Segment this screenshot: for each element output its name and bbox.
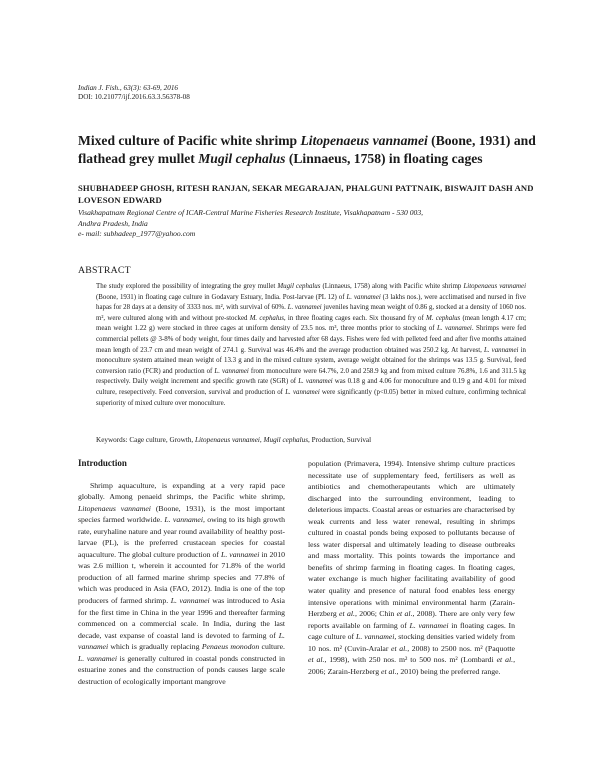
body-species: L. vannamei — [409, 620, 449, 630]
title-species: Litopenaeus vannamei — [300, 133, 428, 148]
body-citation-etal: et al. — [308, 655, 325, 665]
abstract-span: (Boone, 1931) in floating cage culture in Godavary Estuary, India. Post-larvae (PL 12) of — [96, 293, 347, 301]
abstract-species: M. cephalus — [426, 314, 461, 322]
body-span: , 2008). There are only very few reports available on farming of — [308, 609, 516, 630]
intro-paragraph-continued — [308, 458, 515, 677]
abstract-species: L. vannamei — [483, 346, 519, 354]
section-heading-introduction: Introduction — [78, 458, 127, 468]
abstract-text — [96, 282, 526, 409]
body-citation-etal: et al. — [391, 643, 408, 653]
abstract-span: juveniles having mean weight of 0.86 g, stocked at a density of 1060 nos. m², were cultured along with and without pre-stocked — [96, 304, 526, 322]
abstract-heading: ABSTRACT — [78, 265, 131, 276]
body-species: L. vannamei — [170, 596, 210, 606]
keywords — [96, 435, 526, 445]
abstract-span: (3 lakhs nos.), were acclimatised and nursed in five hapas for 28 days at a density of 3333 nos. m², with survival of 60%. — [96, 293, 526, 312]
body-span: was introduced to Asia for the first time in China in the year 1996 and thereafter farming commenced on a commercial scale. In India, during the last decade, vast expanse of coastal land is devoted to farming of — [78, 596, 285, 640]
abstract-species: Litopenaeus vannamei — [463, 283, 526, 290]
title-part: (Linnaeus, 1758) in floating cages — [285, 151, 483, 166]
body-span: population (Primavera, 1994). Intensive shrimp culture practices necessitate use of supplementary feed, fertilisers as well as antibiotics and chemotherapeutants which are ultimately discharged into the surrounding environment, leading to deleterious impacts. Coastal areas or estuaries are characterised by weak currents and less water renewal, resulting in shrimps cultured in coastal ponds being exposed to pollutants because of less water dispersal and ultimately leading to disease outbreaks and mass mortality. This points towards the importance and benefits of shrimp farming in floating cages. In floating cages, water exchange is much higher facilitating availability of good water quality and presence of natural food enables less energy intensive operations with minimal environmental harm (Zarain-Herzberg — [308, 459, 515, 619]
doi-text: DOI: 10.21077/ijf.2016.63.3.56378-08 — [78, 93, 190, 101]
keyword-species: Mugil cephalus — [263, 436, 309, 444]
title-species: Mugil cephalus — [198, 151, 286, 166]
abstract-species: L. vannamei — [287, 304, 322, 312]
body-column-left — [78, 458, 285, 687]
body-citation-etal: et al. — [496, 655, 514, 665]
intro-paragraph — [78, 480, 285, 688]
journal-reference: Indian J. Fish., 63(3): 63-69, 2016 — [78, 84, 179, 92]
abstract-species: L. vannamei — [298, 378, 333, 386]
abstract-span: , in three floating cages each. Six thousand fry of — [283, 314, 427, 322]
abstract-span: was 0.18 g and 4.06 for monoculture and 0.19 g and 4.01 for mixed culture, resepectively. Feed conversion, survival and production of — [96, 378, 526, 396]
contact-email: e- mail: subhadeep_1977@yahoo.com — [78, 229, 196, 238]
body-species: L. vannamei — [221, 549, 260, 559]
body-citation-etal: et al. — [381, 666, 397, 676]
abstract-span: (Linnaeus, 1758) along with Pacific white shrimp — [320, 283, 464, 290]
body-span: , 1998), with 250 nos. m² to 500 nos. m² (Lombardi — [324, 655, 497, 665]
body-species: L. vannamei — [164, 515, 204, 525]
abstract-span: (mean length 4.17 cm; mean weight 1.22 g) were stocked in three cages at uniform density of 23.5 nos. m³, three months prior to stocking of — [96, 314, 526, 333]
body-span: (Boone, 1931), is the most important species farmed worldwide. — [78, 503, 285, 525]
body-species: L. vannamei — [78, 630, 285, 652]
paper-title — [78, 132, 538, 168]
keywords-label: Keywords: — [96, 436, 128, 444]
abstract-species: L. vannamei — [285, 388, 320, 396]
title-part: Mixed culture of Pacific white shrimp — [78, 133, 301, 148]
body-species: Penaeus monodon — [201, 642, 260, 652]
body-span: , owing to its high growth rate, euryhaline nature and year round availability of healthy post-larvae (PL), is the preferred crustacean species for coastal aquaculture. The global culture production of — [78, 515, 285, 559]
abstract-span: from monoculture were 64.7%, 2.0 and 258.9 kg and from mixed culture 76.8%, 1.6 and 311.5 kg respectively. Daily weight increment and specific growth rate (SGR) of — [96, 367, 526, 386]
body-span: , stocking densities varied widely from 10 nos. m² (Cuvin-Aralar — [308, 632, 516, 653]
abstract-span: were significantly (p<0.05) better in mixed culture, confirming technical superiority of mixed culture over monoculture. — [96, 388, 526, 407]
body-span: in floating cages. In cage culture of — [308, 620, 515, 642]
body-citation-etal: et al. — [396, 609, 413, 619]
affiliation — [78, 208, 518, 240]
body-span: , 2010) being the preferred range. — [396, 666, 501, 676]
author-list: SHUBHADEEP GHOSH, RITESH RANJAN, SEKAR MEGARAJAN, PHALGUNI PATTNAIK, BISWAJIT DASH AND LOVESON EDWARD — [78, 183, 534, 205]
body-span: , 2006; Chin — [354, 609, 397, 619]
abstract-span: The study explored the possibility of integrating the grey mullet — [96, 283, 278, 290]
abstract-species: M. cephalus — [249, 314, 284, 322]
body-species: L. vannamei — [356, 632, 395, 642]
title-part: (Boone, 1931) and flathead grey mullet — [78, 133, 536, 166]
keyword-text: , Production, Survival — [308, 436, 372, 444]
abstract-span: in monoculture system attained mean weight of 13.3 g and in the mixed culture system, average weight obtained for the shrimps was 13.5 g. Survival, feed conversion ratio (FCR) and production of — [96, 346, 526, 375]
body-span: which is gradually replacing — [108, 642, 202, 652]
body-span: , 2006; Zarain-Herzberg — [308, 655, 516, 676]
keyword-text: , — [259, 436, 264, 444]
abstract-species: L. vannamei — [214, 367, 249, 375]
body-span: is generally cultured in coastal ponds constructed in estuarine zones and the construction of ponds causes large scale destruction of ecologically important mangrove — [78, 653, 285, 686]
affiliation-institute: Visakhapatnam Regional Centre of ICAR-Central Marine Fisheries Research Institute, Visakhapatnam - 530 003, — [78, 208, 424, 217]
abstract-span: . Shrimps were fed commercial pellets @ 3-8% of body weight, four times daily and harvested after 68 days. Fishes were fed with pelleted feed and after five months attained mean length of 23.7 cm and mean weight of 274.1 g. Survival was 46.4% and the average production obtained was 250.2 kg. At harvest, — [96, 325, 526, 354]
body-column-right — [308, 458, 515, 677]
keyword-text: Cage culture, Growth, — [127, 436, 196, 444]
body-span: Shrimp aquaculture, is expanding at a very rapid pace globally. Among penaeid shrimps, the Pacific white shrimp, — [78, 480, 285, 502]
body-species: L. vannamei — [78, 653, 117, 663]
journal-citation — [78, 84, 190, 102]
body-citation-etal: et al. — [339, 609, 355, 619]
body-species: Litopenaeus vannamei — [78, 503, 151, 513]
abstract-species: L. vannamei — [437, 325, 472, 333]
keyword-species: Litopenaeus vannamei — [195, 436, 260, 444]
body-span: culture. — [259, 642, 285, 652]
affiliation-state: Andhra Pradesh, India — [78, 218, 148, 228]
body-span: , 2008) to 2500 nos. m² (Paquotte — [407, 643, 516, 653]
abstract-species: L. vannamei — [346, 293, 381, 301]
body-span: in 2010 was 2.6 million t, wherein it accounted for 71.8% of the world production of all farmed marine shrimp species and 77.8% of which was produced in Asia (FAO, 2012). India is one of the top producers of farmed shrimp. — [78, 549, 286, 606]
abstract-species: Mugil cephalus — [277, 283, 321, 290]
